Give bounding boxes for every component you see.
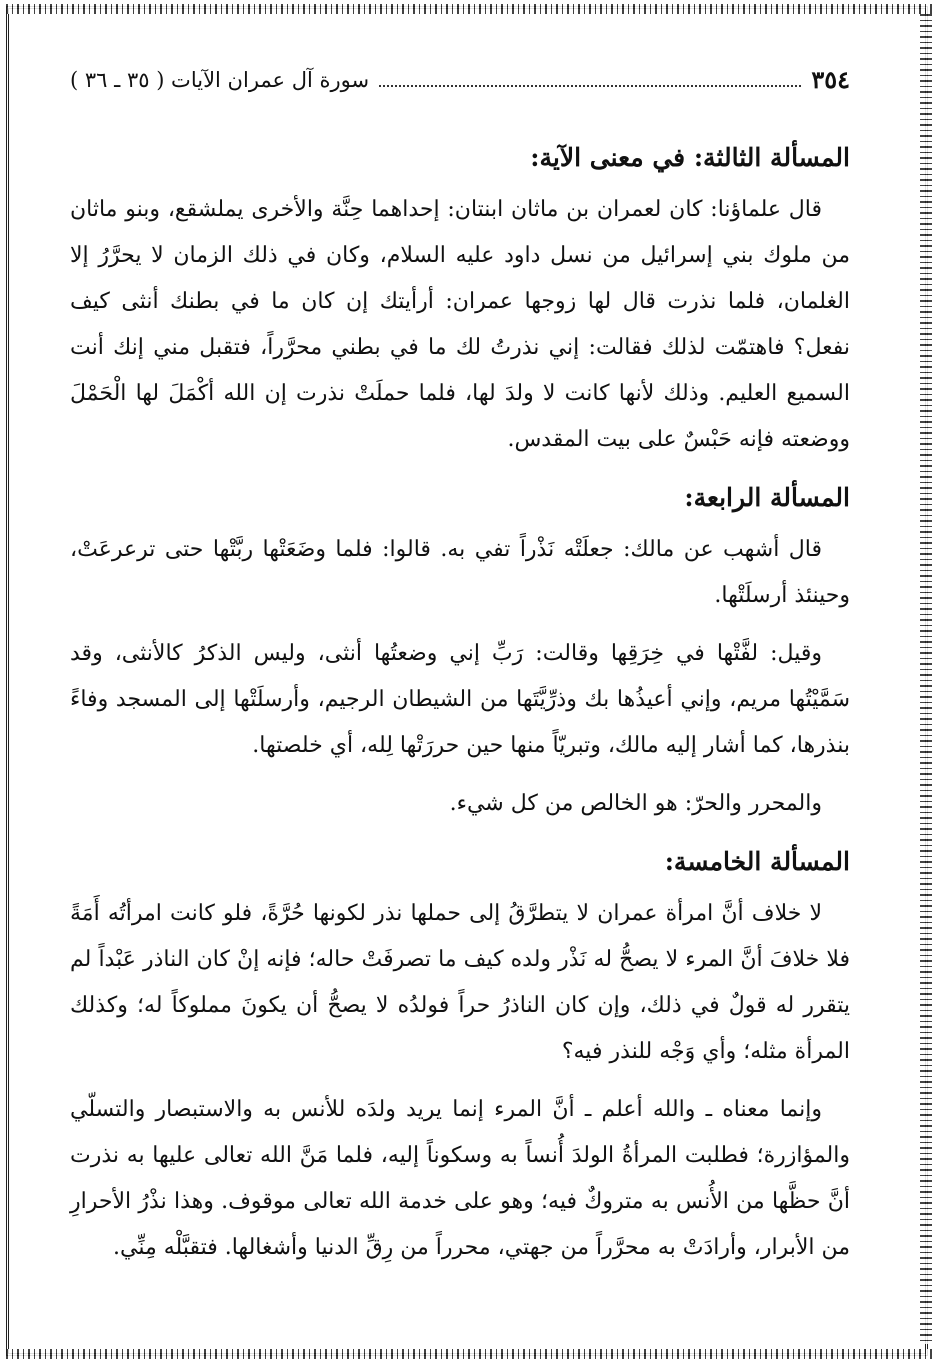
section-5 [70,839,850,1271]
paragraph: والمحرر والحرّ: هو الخالص من كل شيء. [449,791,822,816]
section-heading: المسألة الرابعة: [684,483,850,512]
paragraph: وقيل: لفَّتْها في خِرَقِها وقالت: رَبِّ إني وضعتُها أنثى، وليس الذكرُ كالأنثى، وقد سَمَّيْتُها مريم، وإني أعيذُها بك وذرِّيَّتَها من الشيطان الرجيم، وأرسلَتْها إلى المسجد وفاءً بنذرها، كما أشار إليه مالك، وتبريّاً منها حين حررَتْها لِله، أي خلصتها. [70,641,850,758]
section-heading: المسألة الثالثة: في معنى الآية: [530,143,850,172]
paragraph: قال أشهب عن مالك: جعلَتْه نَذْراً تفي به. قالوا: فلما وضَعَتْها ربَّتْها حتى ترعرعَتْ، وحينئذ أرسلَتْها. [70,537,850,608]
paragraph: وإنما معناه ـ والله أعلم ـ أنَّ المرء إنما يريد ولدَه للأنس به والاستبصار والتسلّي والمؤازرة؛ فطلبت المرأةُ الولدَ أُنساً به وسكوناً إليه، فلما مَنَّ الله تعالى عليها به نذرت أنَّ حظَّها من الأُنس به متروكٌ فيه؛ وهو على خدمة الله تعالى موقوف. وهذا نذْرُ الأحرارِ من الأبرار، وأرادَتْ به محرَّراً من جهتي، محرراً من رِقِّ الدنيا وأشغالها. فتقبَّلْه مِنِّي. [70,1097,850,1260]
decorative-border-right [920,14,932,1344]
running-title: سورة آل عمران الآيات ( ٣٥ ـ ٣٦ ) [70,68,370,92]
section-heading: المسألة الخامسة: [664,847,850,876]
decorative-border-top [6,4,932,14]
paragraph: قال علماؤنا: كان لعمران بن ماثان ابنتان: إحداهما حِنَّة والأخرى يملشقع، وبنو ماثان من ملوك بني إسرائيل من نسل داود عليه السلام، وكان في ذلك الزمان لا يحرَّرُ إلا الغلمان، فلما نذرت قال لها زوجها عمران: أرأيتك إن كان ما في بطنك أنثى كيف نفعل؟ فاهتمّت لذلك فقالت: إني نذرتُ لك ما في بطني محرَّراً، فتقبل مني إنك أنت السميع العليم. وذلك لأنها كانت لا ولدَ لها، فلما حملَتْ نذرت إن الله أكْمَلَ لها الْحَمْلَ ووضعته فإنه حَبْسٌ على بيت المقدس. [70,197,850,452]
paragraph: لا خلاف أنَّ امرأة عمران لا يتطرَّقُ إلى حملها نذر لكونها حُرَّةً، فلو كانت امرأتُه أَمَةً فلا خلافَ أنَّ المرء لا يصحُّ له نَذْر ولده كيف ما تصرفَتْ حاله؛ فإنه إنْ كان الناذر عَبْداً لم يتقرر له قولٌ في ذلك، وإن كان الناذرُ حراً فولدُه لا يصحُّ أن يكونَ مملوكاً له؛ وكذلك المرأة مثله؛ وأي وَجْه للنذر فيه؟ [70,901,850,1064]
header-dot-leader [379,73,801,87]
section-4 [70,475,850,827]
decorative-border-bottom [6,1349,932,1359]
section-3 [70,135,850,463]
running-header [70,55,850,105]
page-content [70,55,850,1283]
page-number: ٣٥٤ [811,65,850,94]
